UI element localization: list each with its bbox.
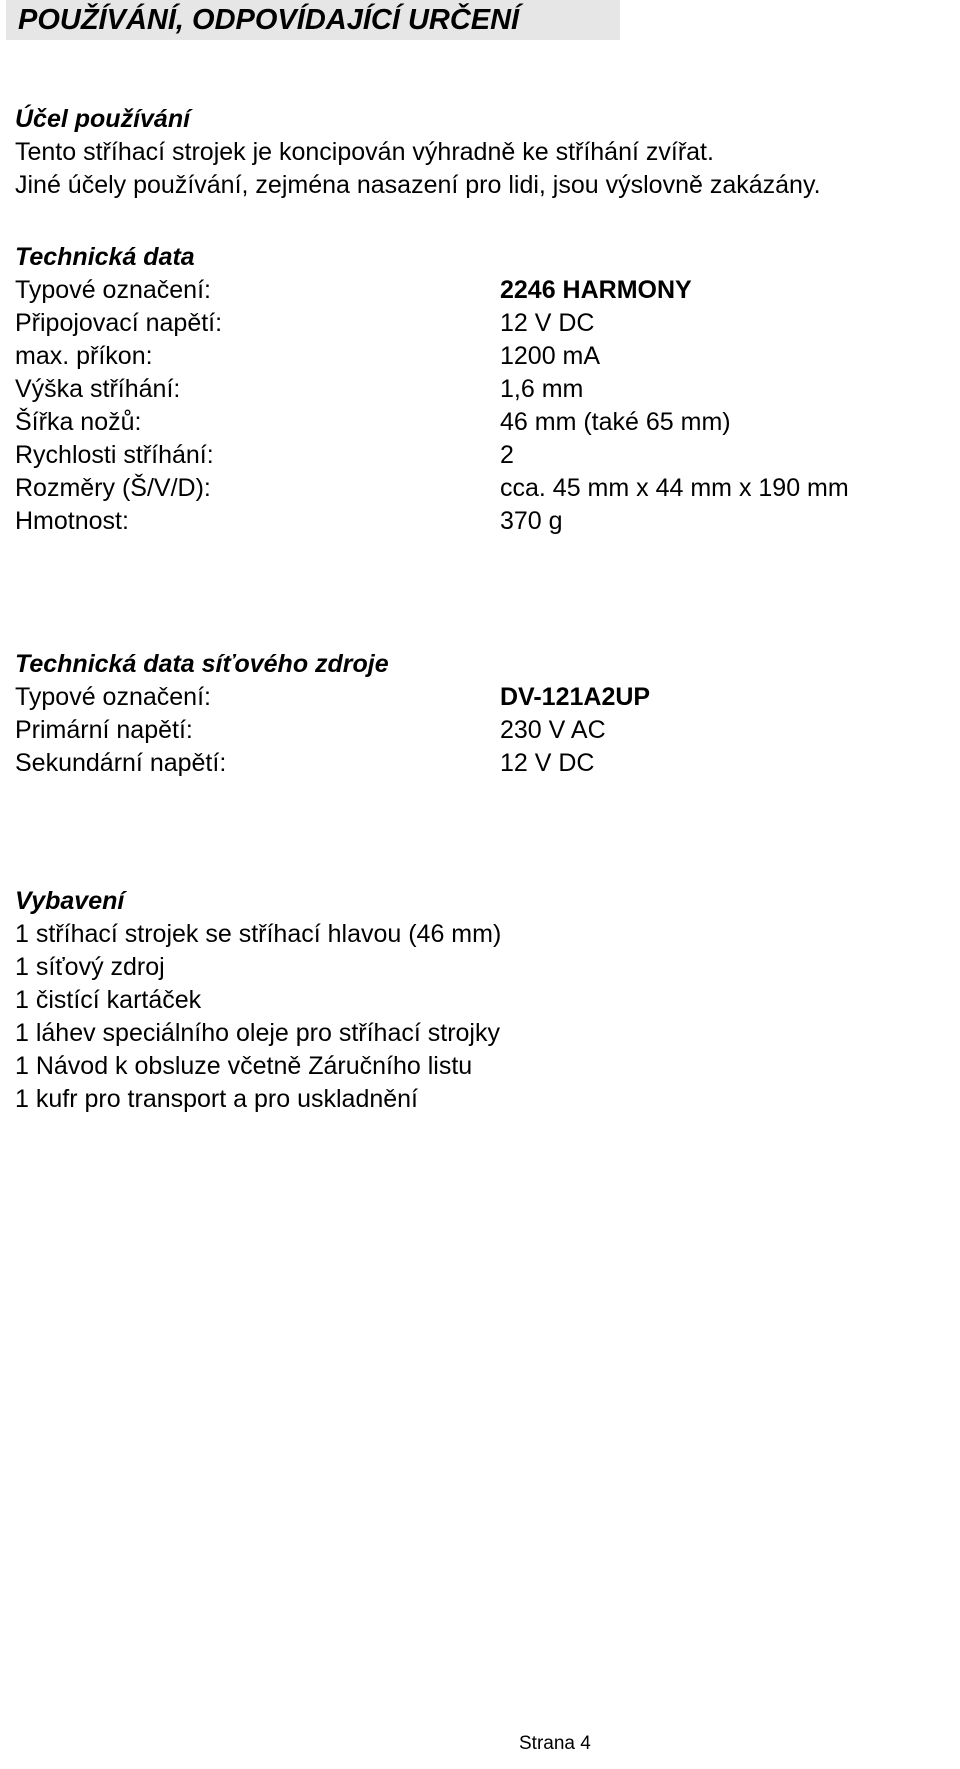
tech-row-dimensions [15, 472, 945, 505]
tech-label-weight: Hmotnost: [15, 507, 129, 535]
tech-section [15, 241, 945, 538]
power-value-type: DV-121A2UP [500, 683, 651, 711]
equipment-item: 1 Návod k obsluze včetně Záručního listu [15, 1052, 473, 1080]
power-value-primary: 230 V AC [500, 716, 606, 744]
power-section [15, 648, 945, 780]
tech-row-height [15, 373, 945, 406]
equipment-heading: Vybavení [15, 887, 125, 915]
usage-heading: Účel používání [15, 105, 191, 133]
usage-line-2: Jiné účely používání, zejména nasazení pro lidi, jsou výslovně zakázány. [15, 171, 821, 199]
equipment-item: 1 kufr pro transport a pro uskladnění [15, 1085, 419, 1113]
power-label-type: Typové označení: [15, 683, 211, 711]
tech-row-type [15, 274, 945, 307]
power-row-primary [15, 714, 945, 747]
tech-label-dimensions: Rozměry (Š/V/D): [15, 474, 211, 502]
usage-line-1: Tento stříhací strojek je koncipován výhradně ke stříhání zvířat. [15, 138, 714, 166]
tech-row-speeds [15, 439, 945, 472]
equipment-item: 1 láhev speciálního oleje pro stříhací strojky [15, 1019, 500, 1047]
equipment-item: 1 čistící kartáček [15, 986, 202, 1014]
equipment-section [15, 885, 945, 1116]
usage-section [15, 103, 945, 202]
tech-value-weight: 370 g [500, 507, 563, 535]
equipment-item: 1 stříhací strojek se stříhací hlavou (46 mm) [15, 920, 502, 948]
title-bar [6, 0, 620, 40]
page-title: POUŽÍVÁNÍ, ODPOVÍDAJÍCÍ URČENÍ [18, 4, 520, 36]
power-label-primary: Primární napětí: [15, 716, 193, 744]
tech-label-blade-width: Šířka nožů: [15, 408, 142, 436]
tech-label-height: Výška stříhání: [15, 375, 181, 403]
tech-row-power [15, 340, 945, 373]
tech-label-voltage: Připojovací napětí: [15, 309, 223, 337]
tech-row-voltage [15, 307, 945, 340]
tech-value-height: 1,6 mm [500, 375, 584, 403]
tech-label-power: max. příkon: [15, 342, 153, 370]
tech-value-type: 2246 HARMONY [500, 276, 692, 304]
power-row-type [15, 681, 945, 714]
power-heading: Technická data síťového zdroje [15, 650, 389, 678]
tech-label-speeds: Rychlosti stříhání: [15, 441, 214, 469]
page-number: Strana 4 [519, 1733, 591, 1754]
power-row-secondary [15, 747, 945, 780]
tech-value-speeds: 2 [500, 441, 514, 469]
equipment-item: 1 síťový zdroj [15, 953, 165, 981]
tech-label-type: Typové označení: [15, 276, 211, 304]
tech-heading: Technická data [15, 243, 195, 271]
tech-value-voltage: 12 V DC [500, 309, 595, 337]
tech-row-blade-width [15, 406, 945, 439]
tech-row-weight [15, 505, 945, 538]
power-label-secondary: Sekundární napětí: [15, 749, 227, 777]
tech-value-dimensions: cca. 45 mm x 44 mm x 190 mm [500, 474, 849, 502]
power-value-secondary: 12 V DC [500, 749, 595, 777]
tech-value-power: 1200 mA [500, 342, 601, 370]
tech-value-blade-width: 46 mm (také 65 mm) [500, 408, 731, 436]
